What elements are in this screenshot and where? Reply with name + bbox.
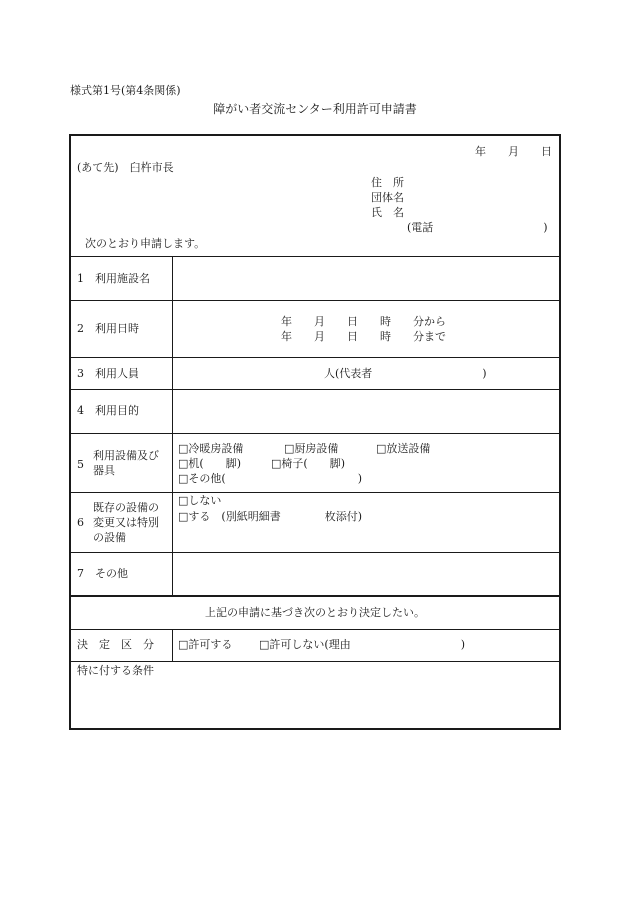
decision-category-label: 決 定 区 分 [77, 638, 154, 651]
empty-checkbox-icon[interactable]: □ [178, 472, 189, 485]
divider [71, 357, 559, 358]
equip-other-label: その他( ) [188, 472, 362, 485]
existing-label-line3: の設備 [93, 531, 126, 544]
equip-kitchen-label: 厨房設備 [294, 442, 339, 455]
empty-checkbox-icon[interactable]: □ [178, 510, 189, 523]
datetime-to: 年 月 日 時 分まで [281, 330, 446, 343]
purpose-field[interactable] [173, 390, 561, 432]
equipment-label-line1: 利用設備及び [93, 449, 159, 462]
equip-other-option[interactable] [178, 472, 362, 486]
approve-option[interactable] [178, 638, 232, 652]
existing-no-label: しない [188, 494, 222, 507]
column-divider [172, 629, 173, 661]
empty-checkbox-icon[interactable]: □ [178, 442, 189, 455]
form-number: 様式第1号(第4条関係) [70, 84, 181, 97]
purpose-label: 4 利用目的 [77, 404, 139, 417]
divider [71, 629, 559, 630]
divider [71, 300, 559, 301]
group-label: 団体名 [371, 191, 404, 204]
existing-label-line2: 変更又は特別 [93, 516, 159, 529]
divider [71, 595, 559, 597]
equip-broadcast-option[interactable] [376, 442, 430, 456]
people-label: 3 利用人員 [77, 367, 139, 380]
other-label: 7 その他 [77, 567, 128, 580]
datetime-from: 年 月 日 時 分から [281, 315, 446, 328]
equip-heating-label: 冷暖房設備 [188, 442, 244, 455]
equipment-label-line2: 器具 [93, 464, 115, 477]
facility-label: 1 利用施設名 [77, 272, 150, 285]
existing-no-option[interactable] [178, 494, 221, 508]
empty-checkbox-icon[interactable]: □ [178, 457, 189, 470]
existing-yes-label: する (別紙明細書 枚添付) [188, 510, 362, 523]
divider [71, 661, 559, 662]
equip-desk-option[interactable] [178, 457, 241, 471]
decision-statement: 上記の申請に基づき次のとおり決定したい。 [205, 606, 425, 619]
equip-kitchen-option[interactable] [284, 442, 338, 456]
empty-checkbox-icon[interactable]: □ [376, 442, 387, 455]
conditions-label: 特に付する条件 [77, 664, 154, 677]
existing-yes-option[interactable] [178, 510, 362, 524]
equip-heating-option[interactable] [178, 442, 243, 456]
deny-option[interactable] [259, 638, 465, 652]
people-value: 人(代表者 ) [324, 367, 487, 380]
request-text: 次のとおり申請します。 [85, 237, 206, 250]
equip-desk-label: 机( 脚) [188, 457, 241, 470]
name-label: 氏 名 [371, 206, 404, 219]
empty-checkbox-icon[interactable]: □ [284, 442, 295, 455]
application-date: 年 月 日 [475, 145, 552, 158]
equip-chair-label: 椅子( 脚) [281, 457, 345, 470]
existing-number: 6 [77, 516, 84, 529]
existing-label-line1: 既存の設備の [93, 501, 159, 514]
address-label: 住 所 [371, 176, 404, 189]
facility-field[interactable] [173, 257, 561, 299]
other-field[interactable] [173, 553, 561, 594]
empty-checkbox-icon[interactable]: □ [178, 494, 189, 507]
empty-checkbox-icon[interactable]: □ [259, 638, 270, 651]
form-title: 障がい者交流センター利用許可申請書 [213, 102, 417, 116]
empty-checkbox-icon[interactable]: □ [271, 457, 282, 470]
divider [71, 492, 559, 493]
application-form [69, 134, 561, 730]
empty-checkbox-icon[interactable]: □ [178, 638, 189, 651]
equip-chair-option[interactable] [271, 457, 345, 471]
equipment-number: 5 [77, 458, 84, 471]
deny-label: 許可しない(理由 ) [269, 638, 465, 651]
datetime-label: 2 利用日時 [77, 322, 139, 335]
equip-broadcast-label: 放送設備 [386, 442, 431, 455]
addressee: (あて先) 臼杵市長 [77, 161, 174, 174]
divider [71, 433, 559, 434]
approve-label: 許可する [188, 638, 233, 651]
phone-label: (電話 ) [407, 221, 548, 234]
